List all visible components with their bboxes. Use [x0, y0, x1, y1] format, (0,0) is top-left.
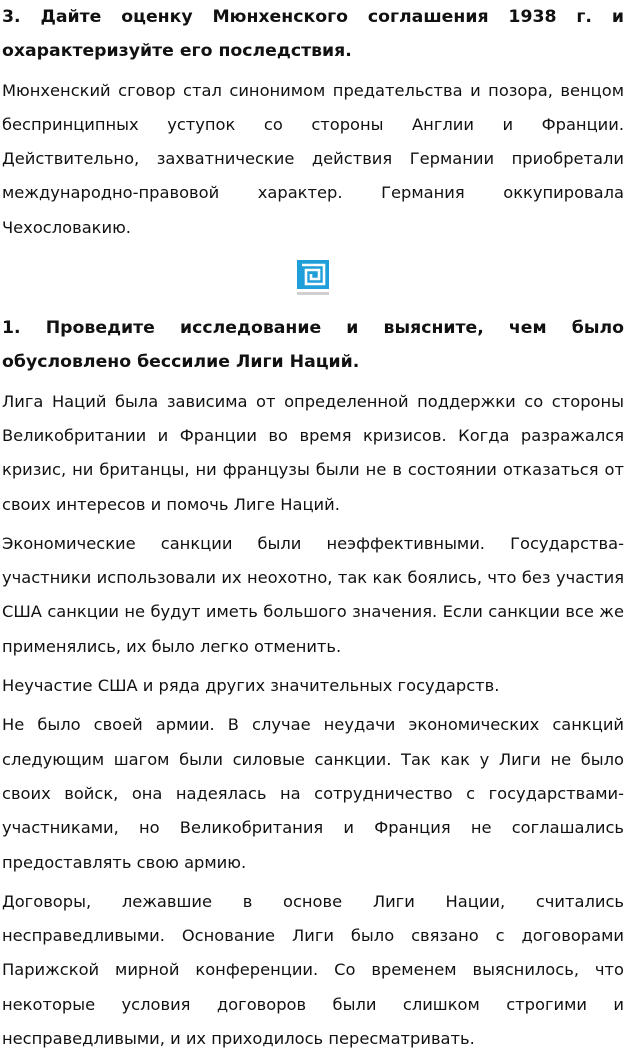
answer-paragraph-1: Лига Наций была зависима от определенной поддержки со стороны Великобритании и Франции во время кризисов. Когда разражался кризис, ни британцы, ни французы были не в состоянии отказаться от своих интересов и помочь Лиге Наций.: [2, 391, 624, 514]
answer-paragraph-5: Договоры, лежавшие в основе Лиги Нации, считались несправедливыми. Основание Лиги было связано с договорами Парижской мирной конференции. Со временем выяснилось, что некоторые условия договоров были слишком строгими и несправедливыми, и их приходилось пересматривать.: [2, 891, 624, 1049]
question-3-heading: 3. Дайте оценку Мюнхенского соглашения 1938 г. и охарактеризуйте его последствия.: [2, 7, 624, 62]
answer-paragraph-2: Экономические санкции были неэффективными. Государства-участники использовали их неохотно, так как боялись, что без участия США санкции не будут иметь большого значения. Если санкции все же применялись, их было легко отменить.: [2, 533, 624, 656]
logo-container: [2, 245, 624, 311]
spiral-logo-icon: [296, 259, 330, 297]
answer-paragraph-4: Не было своей армии. В случае неудачи экономических санкций следующим шагом были силовые санкции. Так как у Лиги не было своих войск, она надеялась на сотрудничество с государствами-участниками, но Великобритания и Франция не соглашались предоставлять свою армию.: [2, 715, 624, 872]
answer-paragraph: Мюнхенский сговор стал синонимом предательства и позора, венцом беспринципных уступок со стороны Англии и Франции. Действительно, захватнические действия Германии приобретали международно-правовой характер. Германия оккупировала Чехословакию.: [2, 80, 624, 237]
question-1-heading: 1. Проведите исследование и выясните, чем было обусловлено бессилие Лиги Наций.: [2, 318, 624, 373]
answer-paragraph-3: Неучастие США и ряда других значительных государств.: [2, 676, 500, 696]
